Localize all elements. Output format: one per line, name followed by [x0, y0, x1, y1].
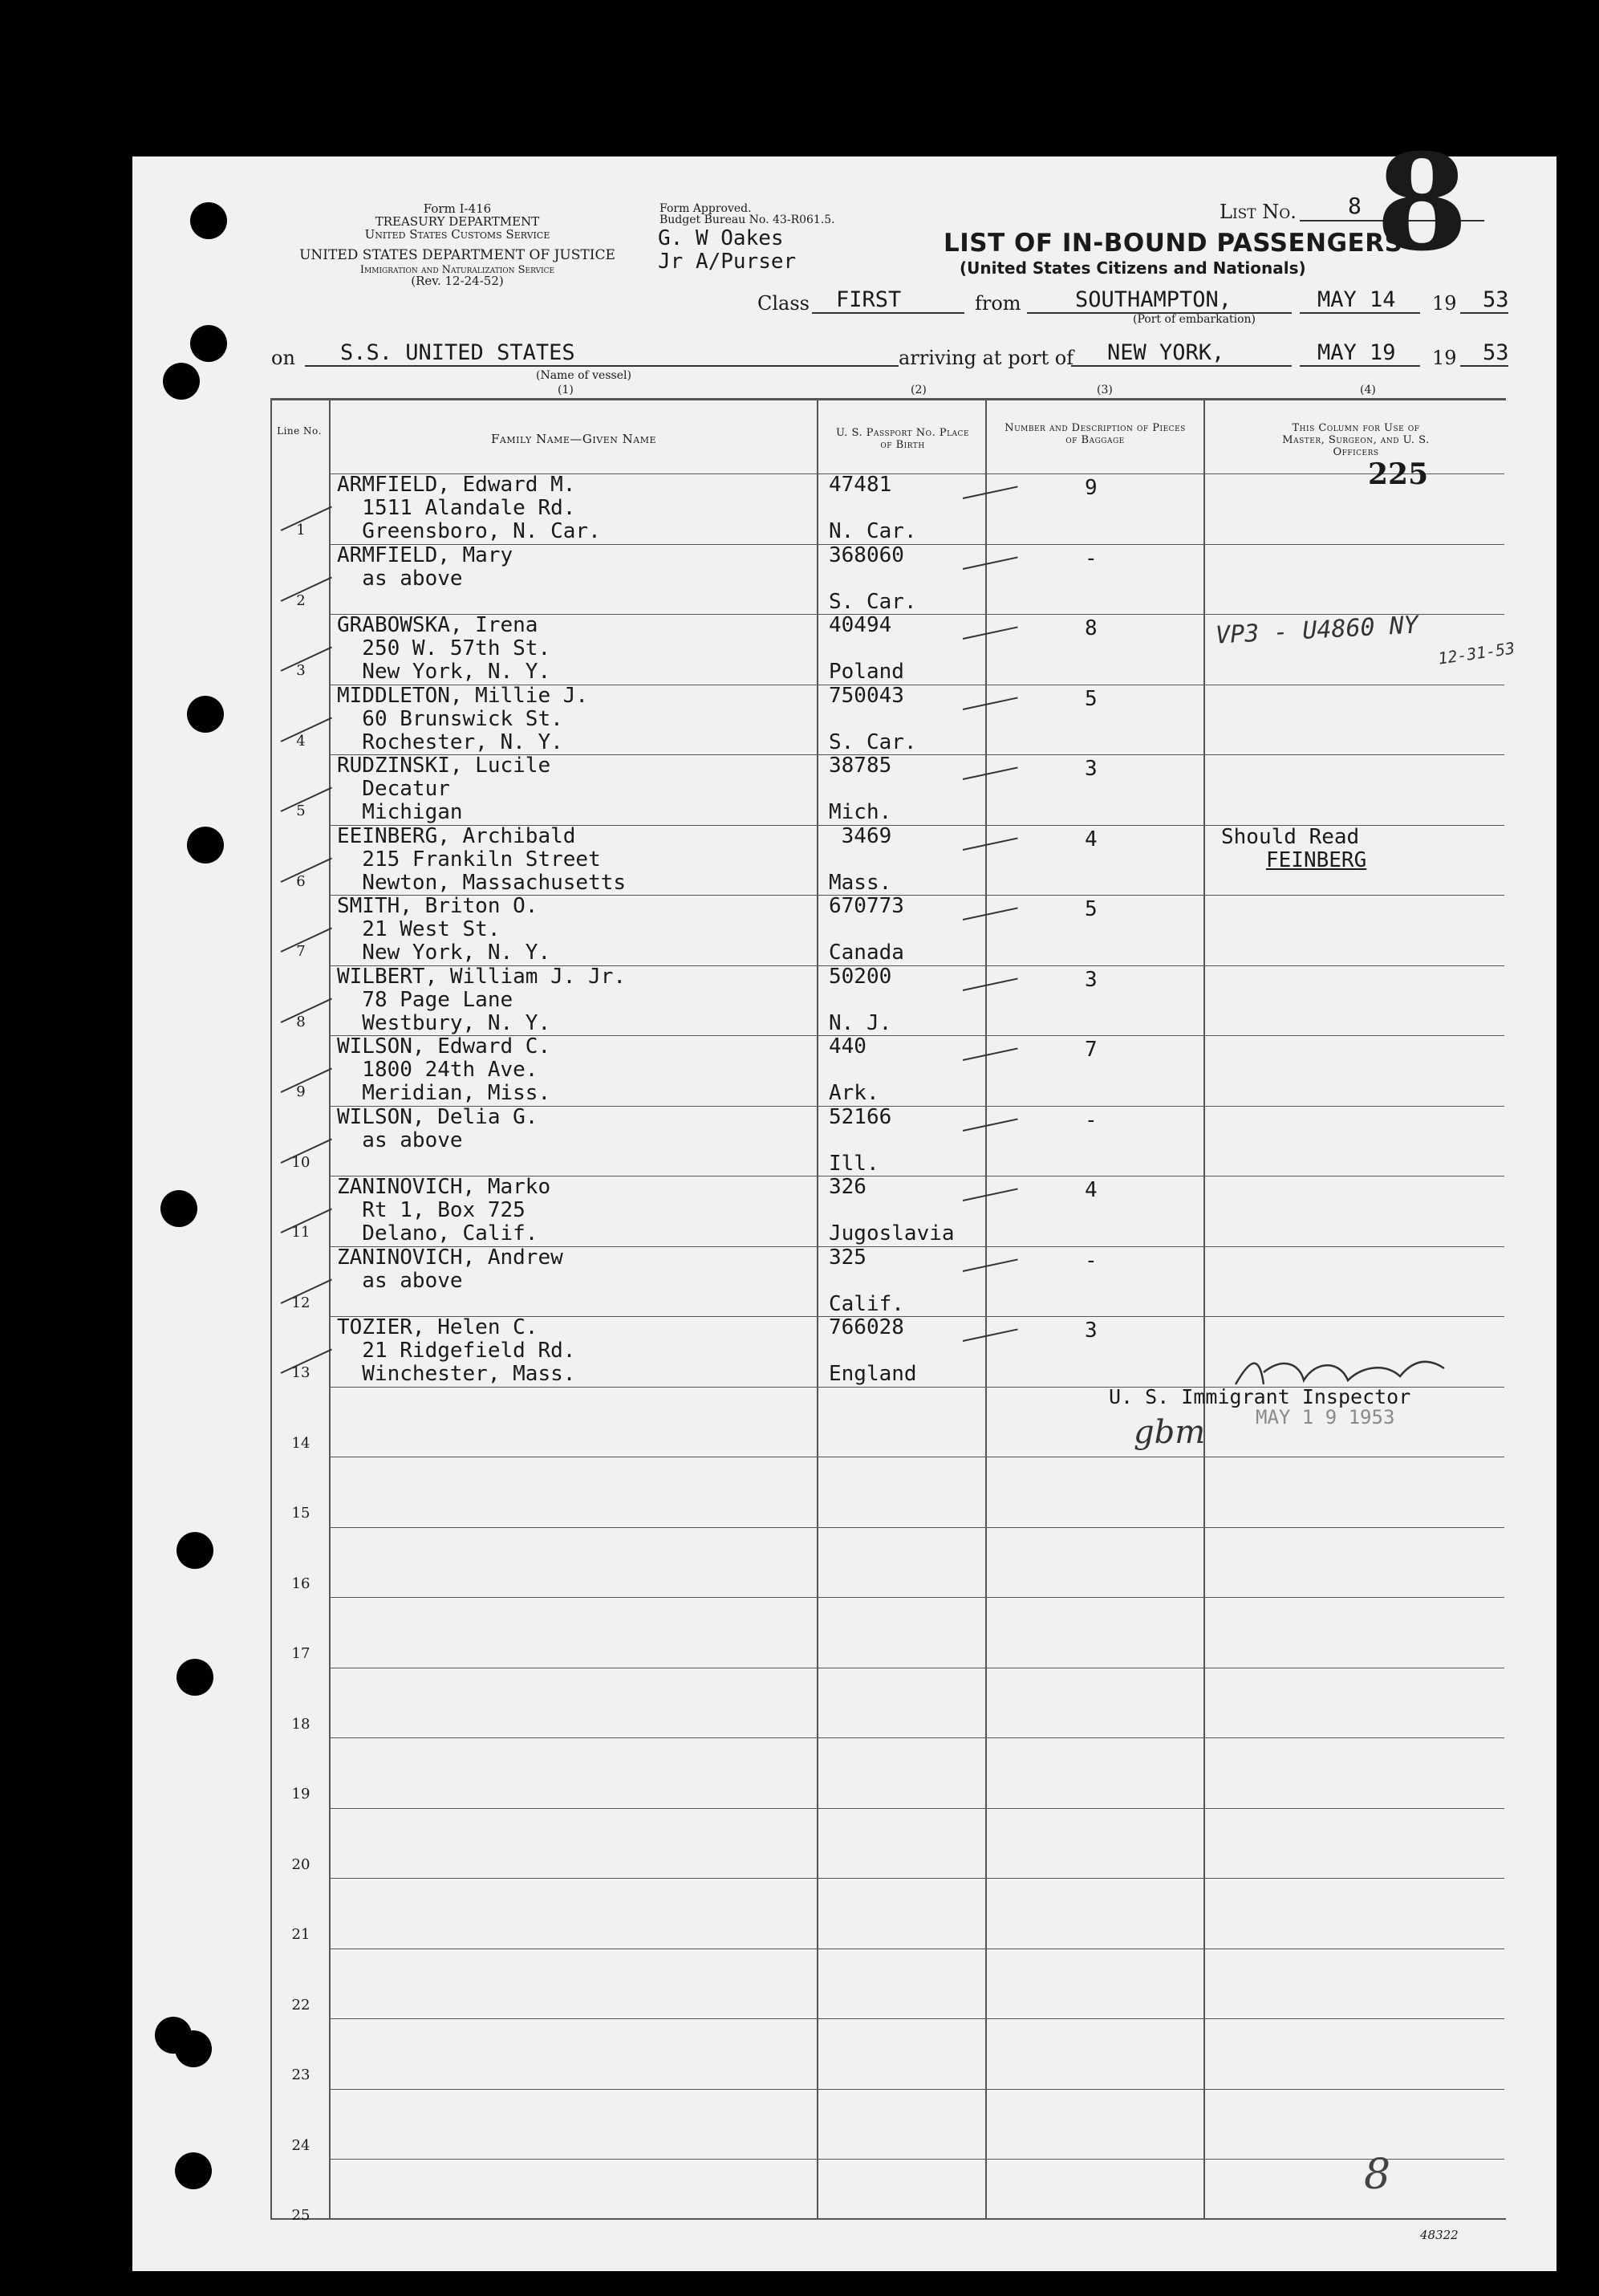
row-line-number: 17	[291, 1645, 310, 1662]
passport-birthplace: 670773 Canada	[829, 894, 904, 965]
dep-year-line	[1460, 312, 1508, 314]
punch-hole	[175, 2152, 212, 2189]
table-left-border	[270, 398, 272, 2220]
row-rule	[329, 2159, 1504, 2160]
col-divider-passport	[985, 398, 987, 2220]
correction-name: FEINBERG	[1266, 848, 1367, 872]
passport-birthplace: 326 Jugoslavia	[829, 1175, 955, 1246]
row-line-number: 6	[296, 872, 306, 890]
passenger-name: WILSON, Delia G. as above	[337, 1104, 538, 1152]
purser-title: Jr A/Purser	[658, 250, 797, 274]
punch-hole	[177, 1659, 213, 1696]
row-line-number: 24	[291, 2136, 310, 2154]
passport-birthplace: 325 Calif.	[829, 1245, 904, 1316]
header-passport: U. S. Passport No. Place of Birth	[835, 427, 970, 451]
baggage-count: 5	[1085, 897, 1098, 921]
passenger-name: ARMFIELD, Edward M. 1511 Alandale Rd. Greensboro, N. Car.	[337, 473, 601, 543]
printer-number: 48322	[1420, 2228, 1459, 2242]
row-rule	[329, 1808, 1504, 1809]
handwritten-date: 12-31-53	[1436, 638, 1516, 668]
baggage-count: 5	[1085, 686, 1098, 711]
embark-note: (Port of embarkation)	[1133, 313, 1256, 326]
row-line-number: 15	[291, 1505, 310, 1522]
punch-hole	[190, 325, 227, 362]
row-line-number: 20	[291, 1855, 310, 1873]
punch-hole	[187, 827, 224, 864]
header-name: Family Name—Given Name	[490, 432, 656, 446]
inspector-title: U. S. Immigrant Inspector	[1109, 1385, 1411, 1408]
passenger-name: EEINBERG, Archibald 215 Frankiln Street Newton, Massachusetts	[337, 823, 627, 895]
row-line-number: 7	[296, 943, 306, 960]
row-line-number: 3	[296, 662, 306, 679]
form-approved: Form Approved.	[659, 202, 752, 215]
row-line-number: 12	[291, 1294, 310, 1311]
baggage-count: 3	[1085, 967, 1098, 992]
table-bottom-border	[270, 2218, 1506, 2220]
row-rule	[329, 2089, 1504, 2090]
list-no-label: List No.	[1220, 201, 1297, 223]
passport-birthplace: 766028 England	[829, 1315, 917, 1386]
baggage-count: 4	[1085, 1178, 1098, 1202]
passport-birthplace: 50200 N. J.	[829, 964, 892, 1035]
inspector-initials: gbm	[1134, 1414, 1206, 1451]
baggage-count: 3	[1085, 757, 1098, 781]
col-divider-name	[817, 398, 818, 2220]
arrival-date: MAY 19	[1317, 340, 1396, 365]
row-rule	[329, 1597, 1504, 1598]
arrival-year: 53	[1483, 340, 1509, 365]
passenger-name: RUDZINSKI, Lucile Decatur Michigan	[337, 754, 551, 824]
passenger-name: SMITH, Briton O. 21 West St. New York, N. Y.	[337, 894, 551, 965]
from-value: SOUTHAMPTON,	[1075, 287, 1232, 312]
form-rev: (Rev. 12-24-52)	[411, 274, 504, 288]
row-line-number: 9	[296, 1083, 306, 1100]
passport-birthplace: 38785 Mich.	[829, 754, 892, 824]
form-id: Form I-416	[423, 201, 492, 216]
row-rule	[329, 1527, 1504, 1528]
dept-ins: Immigration and Naturalization Service	[359, 264, 555, 276]
passenger-name: WILBERT, William J. Jr. 78 Page Lane Westbury, N. Y.	[337, 964, 627, 1035]
punch-hole	[190, 202, 227, 239]
list-no-value: 8	[1348, 193, 1362, 219]
baggage-count: -	[1085, 1107, 1098, 1132]
departure-year: 53	[1483, 287, 1509, 312]
baggage-count: 7	[1085, 1038, 1098, 1062]
row-line-number: 8	[296, 1013, 306, 1030]
passenger-count: 225	[1368, 457, 1429, 491]
class-value: FIRST	[836, 287, 902, 312]
row-line-number: 11	[291, 1224, 310, 1241]
row-line-number: 4	[296, 732, 306, 750]
dep-date-line	[1300, 312, 1420, 314]
passport-birthplace: 52166 Ill.	[829, 1104, 892, 1176]
header-baggage: Number and Description of Pieces of Baggage	[1004, 422, 1186, 446]
dep-year-prefix: 19	[1432, 292, 1457, 315]
passport-birthplace: 40494 Poland	[829, 613, 904, 684]
baggage-count: 8	[1085, 616, 1098, 640]
row-line-number: 5	[296, 803, 306, 819]
baggage-count: 3	[1085, 1319, 1098, 1343]
col-num-1: (1)	[558, 384, 574, 396]
passport-birthplace: 3469 Mass.	[829, 823, 892, 895]
col-num-3: (3)	[1097, 384, 1113, 396]
row-rule	[329, 1878, 1504, 1879]
col-num-2: (2)	[911, 384, 927, 396]
passenger-name: ZANINOVICH, Andrew as above	[337, 1245, 563, 1293]
bottom-mark: 8	[1364, 2151, 1391, 2199]
departure-date: MAY 14	[1317, 287, 1396, 312]
row-line-number: 21	[291, 1926, 310, 1943]
row-line-number: 13	[291, 1364, 310, 1381]
from-label: from	[975, 292, 1021, 315]
inspection-stamp: MAY 1 9 1953	[1256, 1406, 1395, 1428]
header-line-no: Line No.	[277, 425, 322, 437]
passenger-name: WILSON, Edward C. 1800 24th Ave. Meridian, Miss.	[337, 1034, 551, 1105]
passenger-name: TOZIER, Helen C. 21 Ridgefield Rd. Winchester, Mass.	[337, 1315, 576, 1386]
row-line-number: 22	[291, 1996, 310, 2014]
passenger-name: GRABOWSKA, Irena 250 W. 57th St. New York, N. Y.	[337, 613, 551, 684]
vessel-line	[305, 365, 899, 367]
arr-year-line	[1460, 365, 1508, 367]
row-line-number: 16	[291, 1575, 310, 1592]
row-line-number: 19	[291, 1786, 310, 1802]
row-rule	[329, 2018, 1504, 2019]
arrival-port: NEW YORK,	[1107, 340, 1225, 365]
handwritten-note: VP3 - U4860 NY	[1215, 611, 1419, 650]
page-title: LIST OF IN-BOUND PASSENGERS	[944, 229, 1403, 258]
row-line-number: 23	[291, 2066, 310, 2083]
vessel-note: (Name of vessel)	[536, 369, 631, 382]
col-divider-baggage	[1203, 398, 1205, 2220]
class-line	[812, 312, 964, 314]
punch-hole	[163, 363, 200, 400]
passport-birthplace: 47481 N. Car.	[829, 473, 917, 543]
header-officers: This Column for Use of Master, Surgeon, and U. S. Officers	[1282, 422, 1430, 458]
col-divider-line	[329, 398, 331, 2220]
baggage-count: -	[1085, 1248, 1098, 1273]
table-top-border	[270, 398, 1506, 400]
page-subtitle: (United States Citizens and Nationals)	[960, 258, 1306, 278]
row-rule	[329, 1737, 1504, 1738]
row-line-number: 10	[291, 1153, 310, 1171]
on-label: on	[271, 347, 295, 369]
inspector-signature	[1228, 1348, 1452, 1396]
punch-hole	[177, 1532, 213, 1569]
passenger-name: MIDDLETON, Millie J. 60 Brunswick St. Rochester, N. Y.	[337, 683, 589, 754]
punch-hole	[160, 1190, 197, 1227]
vessel-name: S.S. UNITED STATES	[340, 340, 575, 365]
passport-birthplace: 440 Ark.	[829, 1034, 879, 1105]
punch-hole	[175, 2030, 212, 2067]
class-label: Class	[757, 292, 810, 315]
baggage-count: 4	[1085, 827, 1098, 851]
passport-birthplace: 750043 S. Car.	[829, 683, 917, 754]
baggage-count: -	[1085, 546, 1098, 571]
dept-justice: UNITED STATES DEPARTMENT OF JUSTICE	[299, 247, 615, 263]
passport-birthplace: 368060 S. Car.	[829, 543, 917, 614]
row-line-number: 1	[296, 522, 306, 538]
row-line-number: 18	[291, 1715, 310, 1733]
row-line-number: 2	[296, 591, 306, 609]
port-line	[1071, 365, 1292, 367]
arr-year-prefix: 19	[1432, 347, 1457, 369]
passenger-name: ZANINOVICH, Marko Rt 1, Box 725 Delano, Calif.	[337, 1175, 551, 1246]
correction-label: Should Read	[1221, 825, 1360, 849]
dept-customs: United States Customs Service	[364, 227, 550, 242]
budget-bureau: Budget Bureau No. 43-R061.5.	[659, 213, 835, 226]
list-no-big: 8	[1376, 124, 1468, 280]
purser-name: G. W Oakes	[658, 226, 784, 250]
passenger-name: ARMFIELD, Mary as above	[337, 543, 513, 591]
arr-date-line	[1300, 365, 1420, 367]
arriving-label: arriving at port of	[899, 347, 1074, 369]
col-num-4: (4)	[1360, 384, 1376, 396]
row-line-number: 14	[291, 1434, 310, 1452]
punch-hole	[187, 696, 224, 733]
baggage-count: 9	[1085, 476, 1098, 500]
dept-treasury: TREASURY DEPARTMENT	[375, 214, 540, 229]
row-line-number: 25	[291, 2207, 310, 2224]
